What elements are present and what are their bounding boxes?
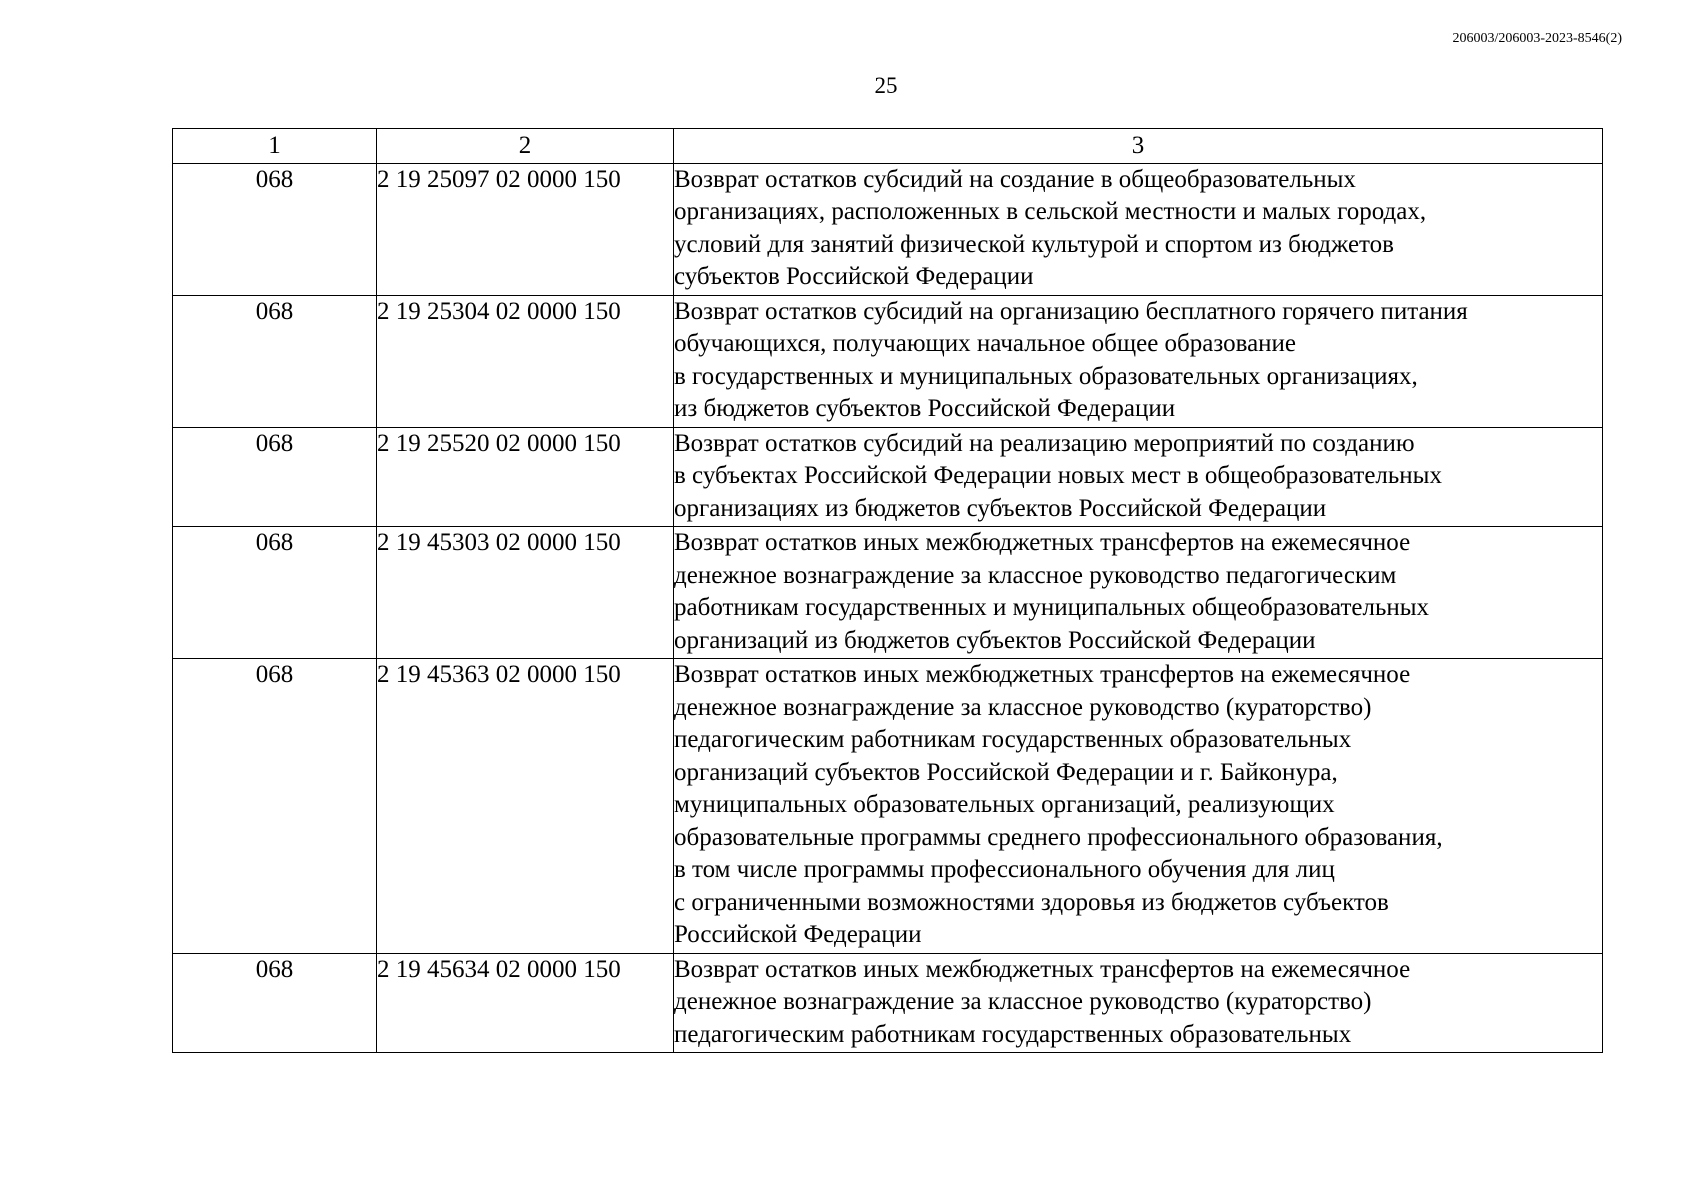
- admin-code-cell: 068: [173, 295, 377, 427]
- description-cell: [674, 659, 1603, 954]
- description-cell: [674, 427, 1603, 527]
- admin-code-cell: 068: [173, 527, 377, 659]
- admin-code-cell: 068: [173, 659, 377, 954]
- kbk-table: [172, 128, 1603, 1053]
- description-line: организаций из бюджетов субъектов Российской Федерации: [674, 626, 1316, 654]
- description-line: Возврат остатков иных межбюджетных трансфертов на ежемесячное: [674, 529, 1411, 556]
- description-line: Возврат остатков субсидий на организацию бесплатного горячего питания: [674, 297, 1468, 325]
- description-line: в государственных и муниципальных образовательных организациях,: [674, 362, 1418, 390]
- column-header-3: 3: [674, 129, 1603, 164]
- page-number: 25: [874, 73, 898, 98]
- description-line: в субъектах Российской Федерации новых мест в общеобразовательных: [674, 462, 1442, 489]
- kbk-code-cell: 2 19 45634 02 0000 150: [377, 953, 674, 1053]
- description-line: Возврат остатков иных межбюджетных трансфертов на ежемесячное: [674, 955, 1411, 983]
- description-line: в том числе программы профессионального обучения для лиц: [674, 856, 1335, 883]
- description-line: Возврат остатков иных межбюджетных трансфертов на ежемесячное: [674, 661, 1411, 688]
- kbk-code-cell: 2 19 45303 02 0000 150: [377, 527, 674, 659]
- table-row: [173, 163, 1603, 295]
- description-line: условий для занятий физической культурой и спортом из бюджетов: [674, 230, 1394, 258]
- description-line: денежное вознаграждение за классное руководство педагогическим: [674, 561, 1397, 589]
- table-body: [173, 163, 1603, 1053]
- table-row: [173, 527, 1603, 659]
- description-line: из бюджетов субъектов Российской Федерации: [674, 395, 1176, 422]
- table-row: [173, 659, 1603, 954]
- description-line: Возврат остатков субсидий на создание в общеобразовательных: [674, 165, 1356, 193]
- description-line: организаций субъектов Российской Федерации и г. Байконура,: [674, 758, 1338, 786]
- description-cell: [674, 295, 1603, 427]
- description-line: субъектов Российской Федерации: [674, 263, 1034, 290]
- description-line: с ограниченными возможностями здоровья из бюджетов субъектов: [674, 888, 1389, 916]
- admin-code-cell: 068: [173, 427, 377, 527]
- kbk-code-cell: 2 19 25304 02 0000 150: [377, 295, 674, 427]
- description-line: обучающихся, получающих начальное общее образование: [674, 330, 1297, 357]
- table-header-row: [173, 129, 1603, 164]
- description-cell: [674, 163, 1603, 295]
- description-line: денежное вознаграждение за классное руководство (кураторство): [674, 988, 1372, 1015]
- description-line: Возврат остатков субсидий на реализацию мероприятий по созданию: [674, 429, 1415, 457]
- table-row: [173, 953, 1603, 1053]
- description-line: денежное вознаграждение за классное руководство (кураторство): [674, 693, 1372, 721]
- description-line: педагогическим работникам государственных образовательных: [674, 1020, 1352, 1048]
- kbk-code-cell: 2 19 25097 02 0000 150: [377, 163, 674, 295]
- admin-code-cell: 068: [173, 163, 377, 295]
- description-line: муниципальных образовательных организаций, реализующих: [674, 791, 1335, 818]
- description-line: педагогическим работникам государственных образовательных: [674, 726, 1352, 753]
- description-line: организациях, расположенных в сельской местности и малых городах,: [674, 198, 1427, 225]
- description-line: образовательные программы среднего профессионального образования,: [674, 823, 1443, 851]
- admin-code-cell: 068: [173, 953, 377, 1053]
- column-header-1: 1: [173, 129, 377, 164]
- description-cell: [674, 953, 1603, 1053]
- table-row: [173, 295, 1603, 427]
- kbk-code-cell: 2 19 45363 02 0000 150: [377, 659, 674, 954]
- description-line: работникам государственных и муниципальных общеобразовательных: [674, 594, 1430, 621]
- table-row: [173, 427, 1603, 527]
- document-id: 206003/206003-2023-8546(2): [1452, 31, 1622, 46]
- description-cell: [674, 527, 1603, 659]
- kbk-code-cell: 2 19 25520 02 0000 150: [377, 427, 674, 527]
- column-header-2: 2: [377, 129, 674, 164]
- description-line: организациях из бюджетов субъектов Российской Федерации: [674, 494, 1327, 522]
- description-line: Российской Федерации: [674, 921, 922, 948]
